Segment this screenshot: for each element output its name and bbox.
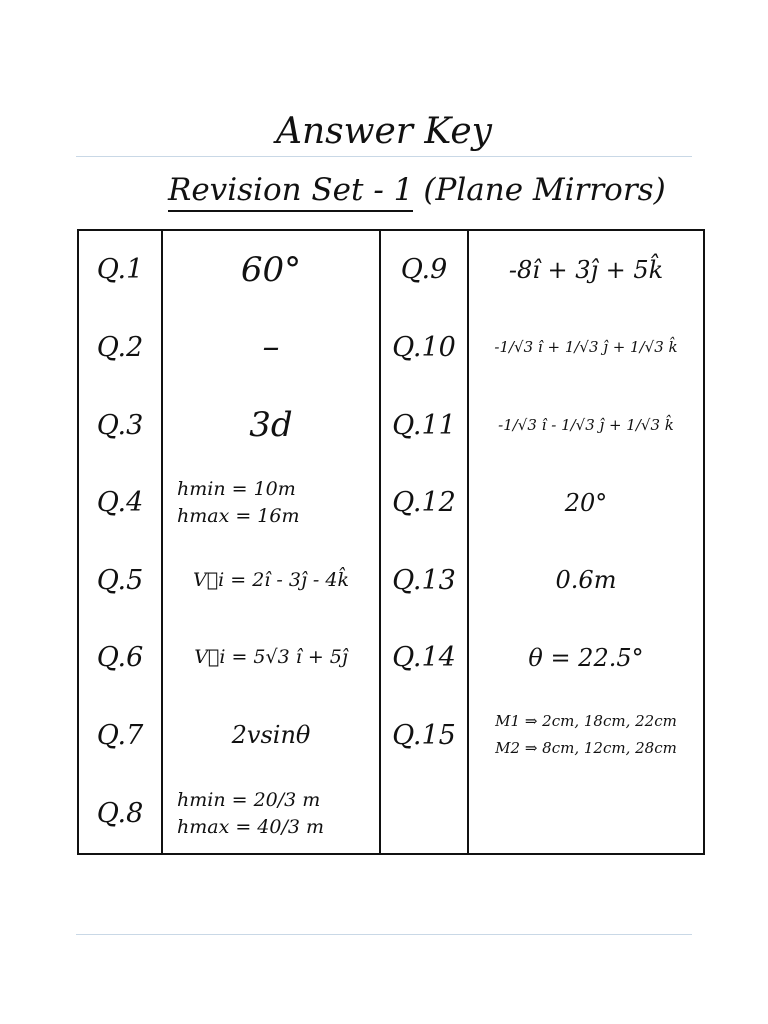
table-row [78, 309, 704, 387]
answer-line: hmin = 20/3 m [177, 788, 321, 811]
question-number: Q.2 [78, 309, 162, 387]
answer-cell: θ = 22.5° [468, 619, 704, 697]
answer-cell: 60° [162, 230, 380, 309]
question-number: Q.5 [78, 541, 162, 619]
answer-line: hmax = 16m [177, 504, 300, 527]
subtitle-set: Revision Set - 1 [168, 172, 413, 212]
question-number: Q.12 [380, 464, 468, 542]
ruled-line-bottom [76, 934, 692, 935]
table-row [78, 619, 704, 697]
question-number: Q.10 [380, 309, 468, 387]
answer-cell: V⃗i = 5√3 î + 5ĵ [162, 619, 380, 697]
answer-line: hmax = 40/3 m [177, 815, 325, 838]
table-row [78, 697, 704, 775]
table-row [78, 774, 704, 854]
question-number: Q.9 [380, 230, 468, 309]
question-number: Q.3 [78, 386, 162, 464]
table-row [78, 230, 704, 309]
answer-cell: 2vsinθ [162, 697, 380, 775]
table-row [78, 386, 704, 464]
answer-cell: 0.6m [468, 541, 704, 619]
empty-question-cell [380, 774, 468, 854]
answer-line: M2 ⇒ 8cm, 12cm, 28cm [495, 739, 677, 758]
answer-cell: 20° [468, 464, 704, 542]
answer-cell [162, 464, 380, 542]
question-number: Q.4 [78, 464, 162, 542]
question-number: Q.7 [78, 697, 162, 775]
answer-cell: -1/√3 î + 1/√3 ĵ + 1/√3 k̂ [468, 309, 704, 387]
answer-line: hmin = 10m [177, 477, 296, 500]
question-number: Q.13 [380, 541, 468, 619]
empty-answer-cell [468, 774, 704, 854]
answer-cell: V⃗i = 2î - 3ĵ - 4k̂ [162, 541, 380, 619]
question-number: Q.14 [380, 619, 468, 697]
answer-cell: -8î + 3ĵ + 5k̂ [468, 230, 704, 309]
question-number: Q.11 [380, 386, 468, 464]
answer-cell: -1/√3 î - 1/√3 ĵ + 1/√3 k̂ [468, 386, 704, 464]
page-subtitle [168, 170, 666, 210]
question-number: Q.15 [380, 697, 468, 775]
subtitle-topic: (Plane Mirrors) [423, 172, 666, 208]
answer-cell: 3d [162, 386, 380, 464]
ruled-line-top [76, 156, 692, 157]
answer-cell [468, 697, 704, 775]
question-number: Q.6 [78, 619, 162, 697]
question-number: Q.8 [78, 774, 162, 854]
question-number: Q.1 [78, 230, 162, 309]
answer-table [77, 229, 705, 855]
table-row [78, 541, 704, 619]
table-row [78, 464, 704, 542]
answer-line: M1 ⇒ 2cm, 18cm, 22cm [495, 712, 677, 731]
page-title: Answer Key [276, 111, 492, 152]
answer-cell [162, 774, 380, 854]
answer-cell: – [162, 309, 380, 387]
